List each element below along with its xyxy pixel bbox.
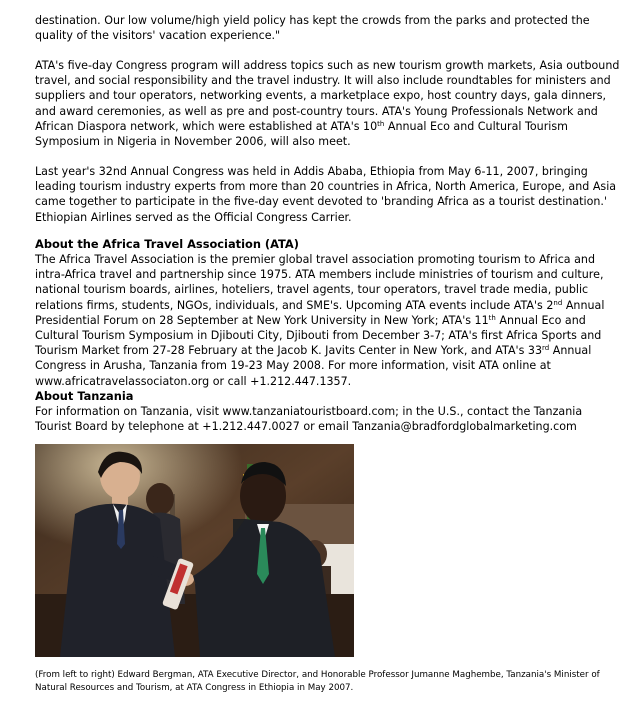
text-line: came together to participate in the five-day event devoted to 'branding Africa as a tourist destination.' xyxy=(35,195,608,209)
text-line: destination. Our low volume/high yield policy has kept the crowds from the parks and protected the xyxy=(35,14,590,27)
text-line xyxy=(35,313,586,328)
text-line: The Africa Travel Association is the premier global travel association promoting tourism to Africa and xyxy=(35,253,595,266)
text-line xyxy=(35,343,592,358)
text-fragment: Presidential Forum on 28 September at New York University in New York; ATA's 11 xyxy=(35,313,489,327)
ordinal-suffix: nd xyxy=(553,298,563,307)
intro-quote-paragraph xyxy=(35,13,590,43)
text-line: quality of the visitors' vacation experience." xyxy=(35,29,281,43)
text-fragment: Annual xyxy=(549,344,592,358)
text-line xyxy=(35,119,567,134)
last-year-paragraph xyxy=(35,164,617,225)
photo-caption xyxy=(35,669,600,694)
text-line: www.africatravelassociaton.org or call +1.212.447.1357. xyxy=(35,374,352,388)
text-fragment: Annual Eco and Cultural Tourism xyxy=(384,119,568,133)
text-line: intra-Africa travel and partnership since 1975. ATA members include ministries of tourism and culture, xyxy=(35,268,604,282)
about-ata-heading: About the Africa Travel Association (ATA) xyxy=(35,237,299,251)
ordinal-suffix: rd xyxy=(542,344,550,353)
text-line: Last year's 32nd Annual Congress was held in Addis Ababa, Ethiopia from May 6-11, 2007, bringing xyxy=(35,165,588,178)
award-photo xyxy=(35,444,354,657)
text-line: suppliers and tour operators, networking events, a marketplace expo, host country days, gala dinners, xyxy=(35,89,607,103)
text-fragment: Annual xyxy=(562,298,605,312)
text-line: national tourism boards, airlines, hoteliers, travel agents, tour operators, travel trade media, public xyxy=(35,283,589,297)
about-tanzania-paragraph xyxy=(35,404,583,434)
text-line: Ethiopian Airlines served as the Official Congress Carrier. xyxy=(35,210,352,224)
text-fragment: Tourism Market from 27-28 February at the Jacob K. Javits Center in New York, and ATA's 33 xyxy=(35,344,543,358)
text-fragment: Annual Eco and xyxy=(495,313,586,327)
caption-line: (From left to right) Edward Bergman, ATA Executive Director, and Honorable Professor Jumanne Maghembe, Tanzania's Minister of xyxy=(35,670,600,680)
text-line: and award ceremonies, as well as pre and post-country tours. ATA's Young Professionals Network and xyxy=(35,104,598,118)
text-line xyxy=(35,298,605,313)
award-photo-illustration xyxy=(35,444,354,657)
caption-line: Natural Resources and Tourism, at ATA Congress in Ethiopia in May 2007. xyxy=(35,682,354,693)
text-line: leading tourism industry experts from more than 20 countries in Africa, North America, Europe, and Asia xyxy=(35,180,617,194)
text-line: For information on Tanzania, visit www.tanzaniatouristboard.com; in the U.S., contact the Tanzania xyxy=(35,405,583,418)
text-line: Symposium in Nigeria in November 2006, will also meet. xyxy=(35,135,351,149)
ordinal-suffix: th xyxy=(488,313,496,322)
text-line: ATA's five-day Congress program will address topics such as new tourism growth markets, Asia outbound xyxy=(35,59,619,72)
ordinal-suffix: th xyxy=(377,119,385,128)
about-tanzania-heading: About Tanzania xyxy=(35,389,134,403)
text-line: Cultural Tourism Symposium in Djibouti City, Djibouti from December 3-7; ATA's first Africa Sports and xyxy=(35,329,602,343)
text-line: Tourist Board by telephone at +1.212.447.0027 or email Tanzania@bradfordglobalmarketing.com xyxy=(35,420,577,434)
text-line: travel, and social responsibility and the travel industry. It will also include roundtables for ministers and xyxy=(35,74,611,88)
text-fragment: African Diaspora network, which were established at ATA's 10 xyxy=(35,119,378,133)
about-ata-paragraph xyxy=(35,252,605,389)
text-line: Congress in Arusha, Tanzania from 19-23 May 2008. For more information, visit ATA online at xyxy=(35,359,551,373)
congress-program-paragraph xyxy=(35,58,619,149)
text-fragment: relations firms, students, NGOs, individuals, and SME's. Upcoming ATA events include ATA's 2 xyxy=(35,298,554,312)
